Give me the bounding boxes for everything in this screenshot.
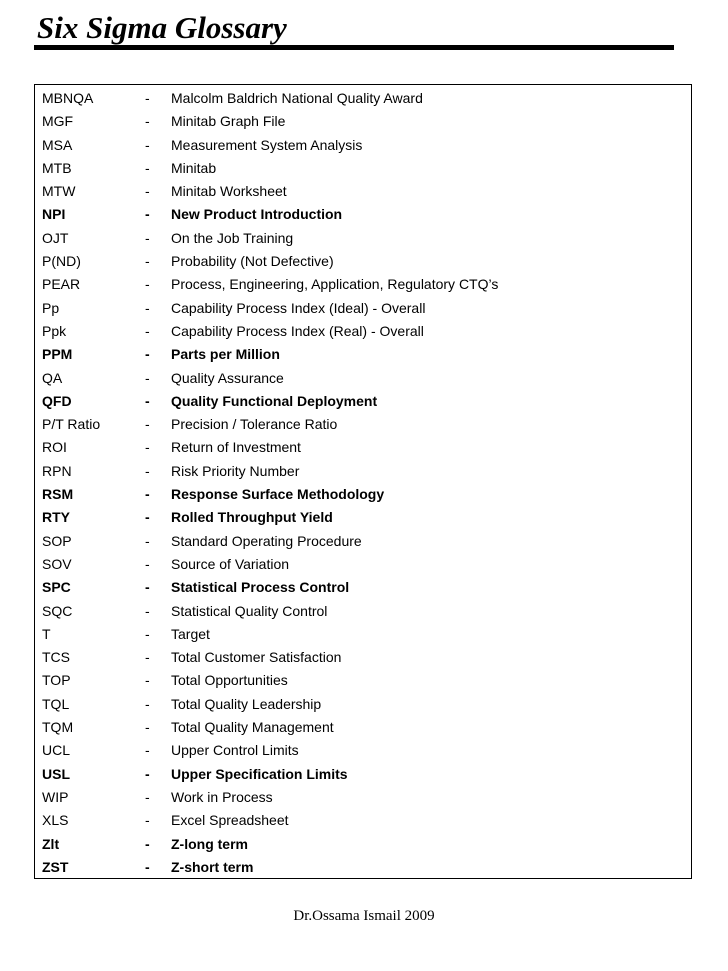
glossary-definition: Capability Process Index (Real) - Overall [171,322,424,339]
glossary-definition: On the Job Training [171,229,294,246]
glossary-abbreviation: MBNQA [42,90,94,106]
glossary-separator: - [145,625,150,642]
glossary-definition: Total Opportunities [171,672,288,689]
page-title: Six Sigma Glossary [37,10,287,45]
glossary-row [42,250,691,273]
glossary-separator: - [145,695,150,712]
glossary-separator: - [145,229,150,246]
glossary-row [42,833,691,856]
glossary-definition: Upper Specification Limits [171,765,348,782]
glossary-separator: - [145,392,150,409]
glossary-abbreviation: QA [42,369,63,386]
glossary-definition: New Product Introduction [171,206,343,223]
glossary-definition: Risk Priority Number [171,462,300,479]
glossary-row [42,623,691,646]
glossary-row [42,739,691,762]
glossary-abbreviation: XLS [42,812,69,829]
glossary-abbreviation: TCS [42,649,70,666]
glossary-row [42,530,691,553]
glossary-abbreviation: TOP [42,672,71,689]
glossary-abbreviation: P/T Ratio [42,416,101,433]
glossary-row [42,87,691,110]
glossary-separator: - [145,462,150,479]
glossary-separator: - [145,602,150,619]
glossary-definition: Return of Investment [171,439,301,456]
glossary-separator: - [145,579,150,596]
glossary-separator: - [145,532,150,549]
glossary-separator: - [145,812,150,829]
glossary-separator: - [145,788,150,805]
glossary-table [34,84,692,879]
glossary-abbreviation: MGF [42,113,74,130]
glossary-definition: Statistical Quality Control [171,602,328,619]
glossary-separator: - [145,416,150,433]
glossary-separator: - [145,299,150,316]
glossary-definition: Excel Spreadsheet [171,812,289,829]
glossary-separator: - [145,136,150,153]
glossary-abbreviation: T [42,625,51,642]
glossary-separator: - [145,672,150,689]
glossary-definition: Standard Operating Procedure [171,532,362,549]
title-underline [34,45,674,50]
glossary-separator: - [145,276,150,293]
glossary-separator: - [145,439,150,456]
glossary-definition: Target [171,625,210,642]
glossary-separator: - [145,742,150,759]
glossary-abbreviation: WIP [42,788,69,805]
glossary-separator: - [145,113,150,130]
glossary-row [42,600,691,623]
glossary-abbreviation: MTB [42,159,72,176]
glossary-separator: - [145,486,150,503]
glossary-separator: - [145,159,150,176]
glossary-row [42,110,691,133]
glossary-definition: Probability (Not Defective) [171,253,334,270]
glossary-row [42,716,691,739]
glossary-row [42,436,691,459]
glossary-abbreviation: TQL [42,695,70,712]
glossary-abbreviation: PPM [42,346,73,363]
glossary-definition: Minitab Graph File [171,113,286,130]
glossary-separator: - [145,509,150,526]
glossary-definition: Precision / Tolerance Ratio [171,416,338,433]
glossary-definition: Statistical Process Control [171,579,350,596]
glossary-abbreviation: Zlt [42,835,60,852]
glossary-abbreviation: USL [42,765,70,782]
glossary-separator: - [145,322,150,339]
glossary-definition: Z-long term [171,835,248,852]
glossary-separator: - [145,765,150,782]
glossary-definition: Total Quality Management [171,719,334,736]
glossary-row [42,227,691,250]
glossary-row [42,763,691,786]
glossary-separator: - [145,555,150,572]
glossary-definition: Measurement System Analysis [171,136,363,153]
glossary-definition: Total Quality Leadership [171,695,322,712]
glossary-definition: Malcolm Baldrich National Quality Award [171,90,423,106]
glossary-abbreviation: TQM [42,719,74,736]
glossary-row [42,809,691,832]
glossary-row [42,786,691,809]
glossary-abbreviation: ROI [42,439,67,456]
glossary-abbreviation: OJT [42,229,69,246]
glossary-separator: - [145,206,150,223]
glossary-definition: Minitab [171,159,217,176]
glossary-row [42,343,691,366]
glossary-row [42,367,691,390]
glossary-definition: Rolled Throughput Yield [171,509,333,526]
glossary-abbreviation: PEAR [42,276,81,293]
glossary-separator: - [145,369,150,386]
glossary-abbreviation: SOP [42,532,72,549]
glossary-abbreviation: Ppk [42,322,67,339]
glossary-row [42,203,691,226]
glossary-row [42,646,691,669]
glossary-abbreviation: NPI [42,206,66,223]
glossary-row [42,180,691,203]
glossary-definition: Parts per Million [171,346,280,363]
glossary-separator: - [145,858,150,875]
glossary-row [42,506,691,529]
glossary-row [42,134,691,157]
glossary-definition: Capability Process Index (Ideal) - Overall [171,299,426,316]
glossary-definition: Quality Functional Deployment [171,392,378,409]
glossary-abbreviation: RTY [42,509,70,526]
glossary-abbreviation: Pp [42,299,60,316]
glossary-definition: Upper Control Limits [171,742,299,759]
glossary-separator: - [145,346,150,363]
glossary-definition: Work in Process [171,788,273,805]
glossary-abbreviation: P(ND) [42,253,81,270]
glossary-row [42,856,691,879]
glossary-abbreviation: ZST [42,858,69,875]
glossary-abbreviation: QFD [42,392,72,409]
glossary-abbreviation: SPC [42,579,71,596]
glossary-row [42,553,691,576]
glossary-abbreviation: RSM [42,486,74,503]
glossary-definition: Quality Assurance [171,369,284,386]
glossary-row [42,669,691,692]
glossary-row [42,413,691,436]
glossary-row [42,157,691,180]
glossary-abbreviation: UCL [42,742,71,759]
glossary-definition: Z-short term [171,858,254,875]
glossary-separator: - [145,719,150,736]
glossary-definition: Source of Variation [171,555,290,572]
glossary-row [42,297,691,320]
glossary-row [42,273,691,296]
glossary-abbreviation: SOV [42,555,72,572]
glossary-separator: - [145,253,150,270]
glossary-separator: - [145,183,150,200]
glossary-definition: Response Surface Methodology [171,486,385,503]
glossary-row [42,460,691,483]
glossary-separator: - [145,90,150,106]
glossary-row [42,576,691,599]
glossary-row [42,390,691,413]
glossary-definition: Total Customer Satisfaction [171,649,342,666]
glossary-definition: Process, Engineering, Application, Regulatory CTQ’s [171,276,499,293]
glossary-row [42,693,691,716]
glossary-list [42,87,691,879]
glossary-abbreviation: SQC [42,602,73,619]
glossary-row [42,483,691,506]
footer-author: Dr.Ossama Ismail 2009 [293,908,435,924]
glossary-abbreviation: MTW [42,183,76,200]
glossary-separator: - [145,649,150,666]
glossary-abbreviation: RPN [42,462,72,479]
glossary-definition: Minitab Worksheet [171,183,287,200]
glossary-separator: - [145,835,150,852]
glossary-row [42,320,691,343]
glossary-abbreviation: MSA [42,136,73,153]
